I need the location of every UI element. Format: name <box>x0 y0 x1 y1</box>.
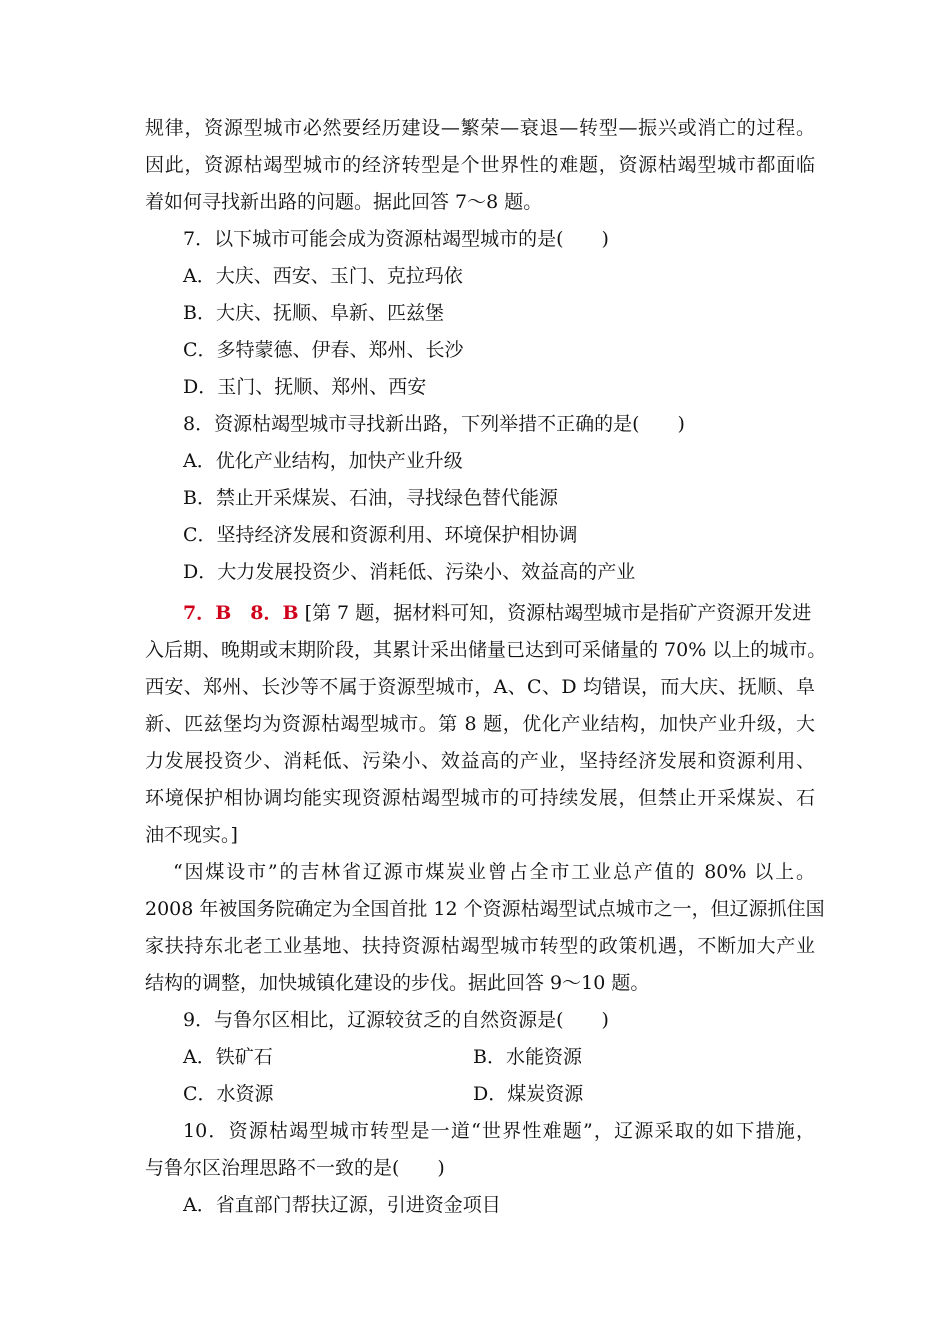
q9-option-b: B．水能资源 <box>473 1046 582 1068</box>
q7-option-b: B．大庆、抚顺、阜新、匹兹堡 <box>183 302 444 324</box>
q7-option-a: A．大庆、西安、玉门、克拉玛依 <box>183 265 463 287</box>
intro-line-3: 着如何寻找新出路的问题。据此回答 7～8 题。 <box>145 191 543 213</box>
answer-line-5: 力发展投资少、消耗低、污染小、效益高的产业，坚持经济发展和资源利用、 <box>145 750 815 772</box>
answer-explanation-start: [第 7 题，据材料可知，资源枯竭型城市是指矿产资源开发进 <box>304 602 812 624</box>
q9-option-d: D．煤炭资源 <box>473 1083 584 1105</box>
q8-stem: 8．资源枯竭型城市寻找新出路，下列举措不正确的是( ) <box>183 413 685 435</box>
answer-line-3: 西安、郑州、长沙等不属于资源型城市，A、C、D 均错误，而大庆、抚顺、阜 <box>145 676 815 698</box>
intro-line-1: 规律，资源型城市必然要经历建设—繁荣—衰退—转型—振兴或消亡的过程。 <box>145 117 815 139</box>
q9-option-c: C．水资源 <box>183 1083 274 1105</box>
answer-key: 7．B 8．B <box>183 602 299 624</box>
answer-line-6: 环境保护相协调均能实现资源枯竭型城市的可持续发展，但禁止开采煤炭、石 <box>145 787 815 809</box>
q8-option-d: D．大力发展投资少、消耗低、污染小、效益高的产业 <box>183 561 636 583</box>
passage2-line-4: 结构的调整，加快城镇化建设的步伐。据此回答 9～10 题。 <box>145 972 650 994</box>
q7-option-c: C．多特蒙德、伊春、郑州、长沙 <box>183 339 464 361</box>
q8-option-c: C．坚持经济发展和资源利用、环境保护相协调 <box>183 524 578 546</box>
q10-stem-line-1: 10．资源枯竭型城市转型是一道“世界性难题”，辽源采取的如下措施， <box>183 1120 815 1142</box>
passage2-line-2: 2008 年被国务院确定为全国首批 12 个资源枯竭型试点城市之一，但辽源抓住国 <box>145 898 825 920</box>
intro-line-2: 因此，资源枯竭型城市的经济转型是个世界性的难题，资源枯竭型城市都面临 <box>145 154 815 176</box>
answer-line-2: 入后期、晚期或末期阶段，其累计采出储量已达到可采储量的 70% 以上的城市。 <box>145 639 827 661</box>
q8-option-a: A．优化产业结构，加快产业升级 <box>183 450 463 472</box>
q10-option-a: A．省直部门帮扶辽源，引进资金项目 <box>183 1194 501 1216</box>
q8-option-b: B．禁止开采煤炭、石油，寻找绿色替代能源 <box>183 487 558 509</box>
q9-option-a: A．铁矿石 <box>183 1046 273 1068</box>
q10-stem-line-2: 与鲁尔区治理思路不一致的是( ) <box>145 1157 445 1179</box>
q9-stem: 9．与鲁尔区相比，辽源较贫乏的自然资源是( ) <box>183 1009 609 1031</box>
q7-stem: 7．以下城市可能会成为资源枯竭型城市的是( ) <box>183 228 609 250</box>
passage2-line-1: “因煤设市”的吉林省辽源市煤炭业曾占全市工业总产值的 80% 以上。 <box>173 861 815 883</box>
passage2-line-3: 家扶持东北老工业基地、扶持资源枯竭型城市转型的政策机遇，不断加大产业 <box>145 935 815 957</box>
answer-line-7: 油不现实。] <box>145 824 238 846</box>
answer-line-1 <box>183 595 815 632</box>
answer-line-4: 新、匹兹堡均为资源枯竭型城市。第 8 题，优化产业结构，加快产业升级，大 <box>145 713 815 735</box>
q7-option-d: D．玉门、抚顺、郑州、西安 <box>183 376 427 398</box>
